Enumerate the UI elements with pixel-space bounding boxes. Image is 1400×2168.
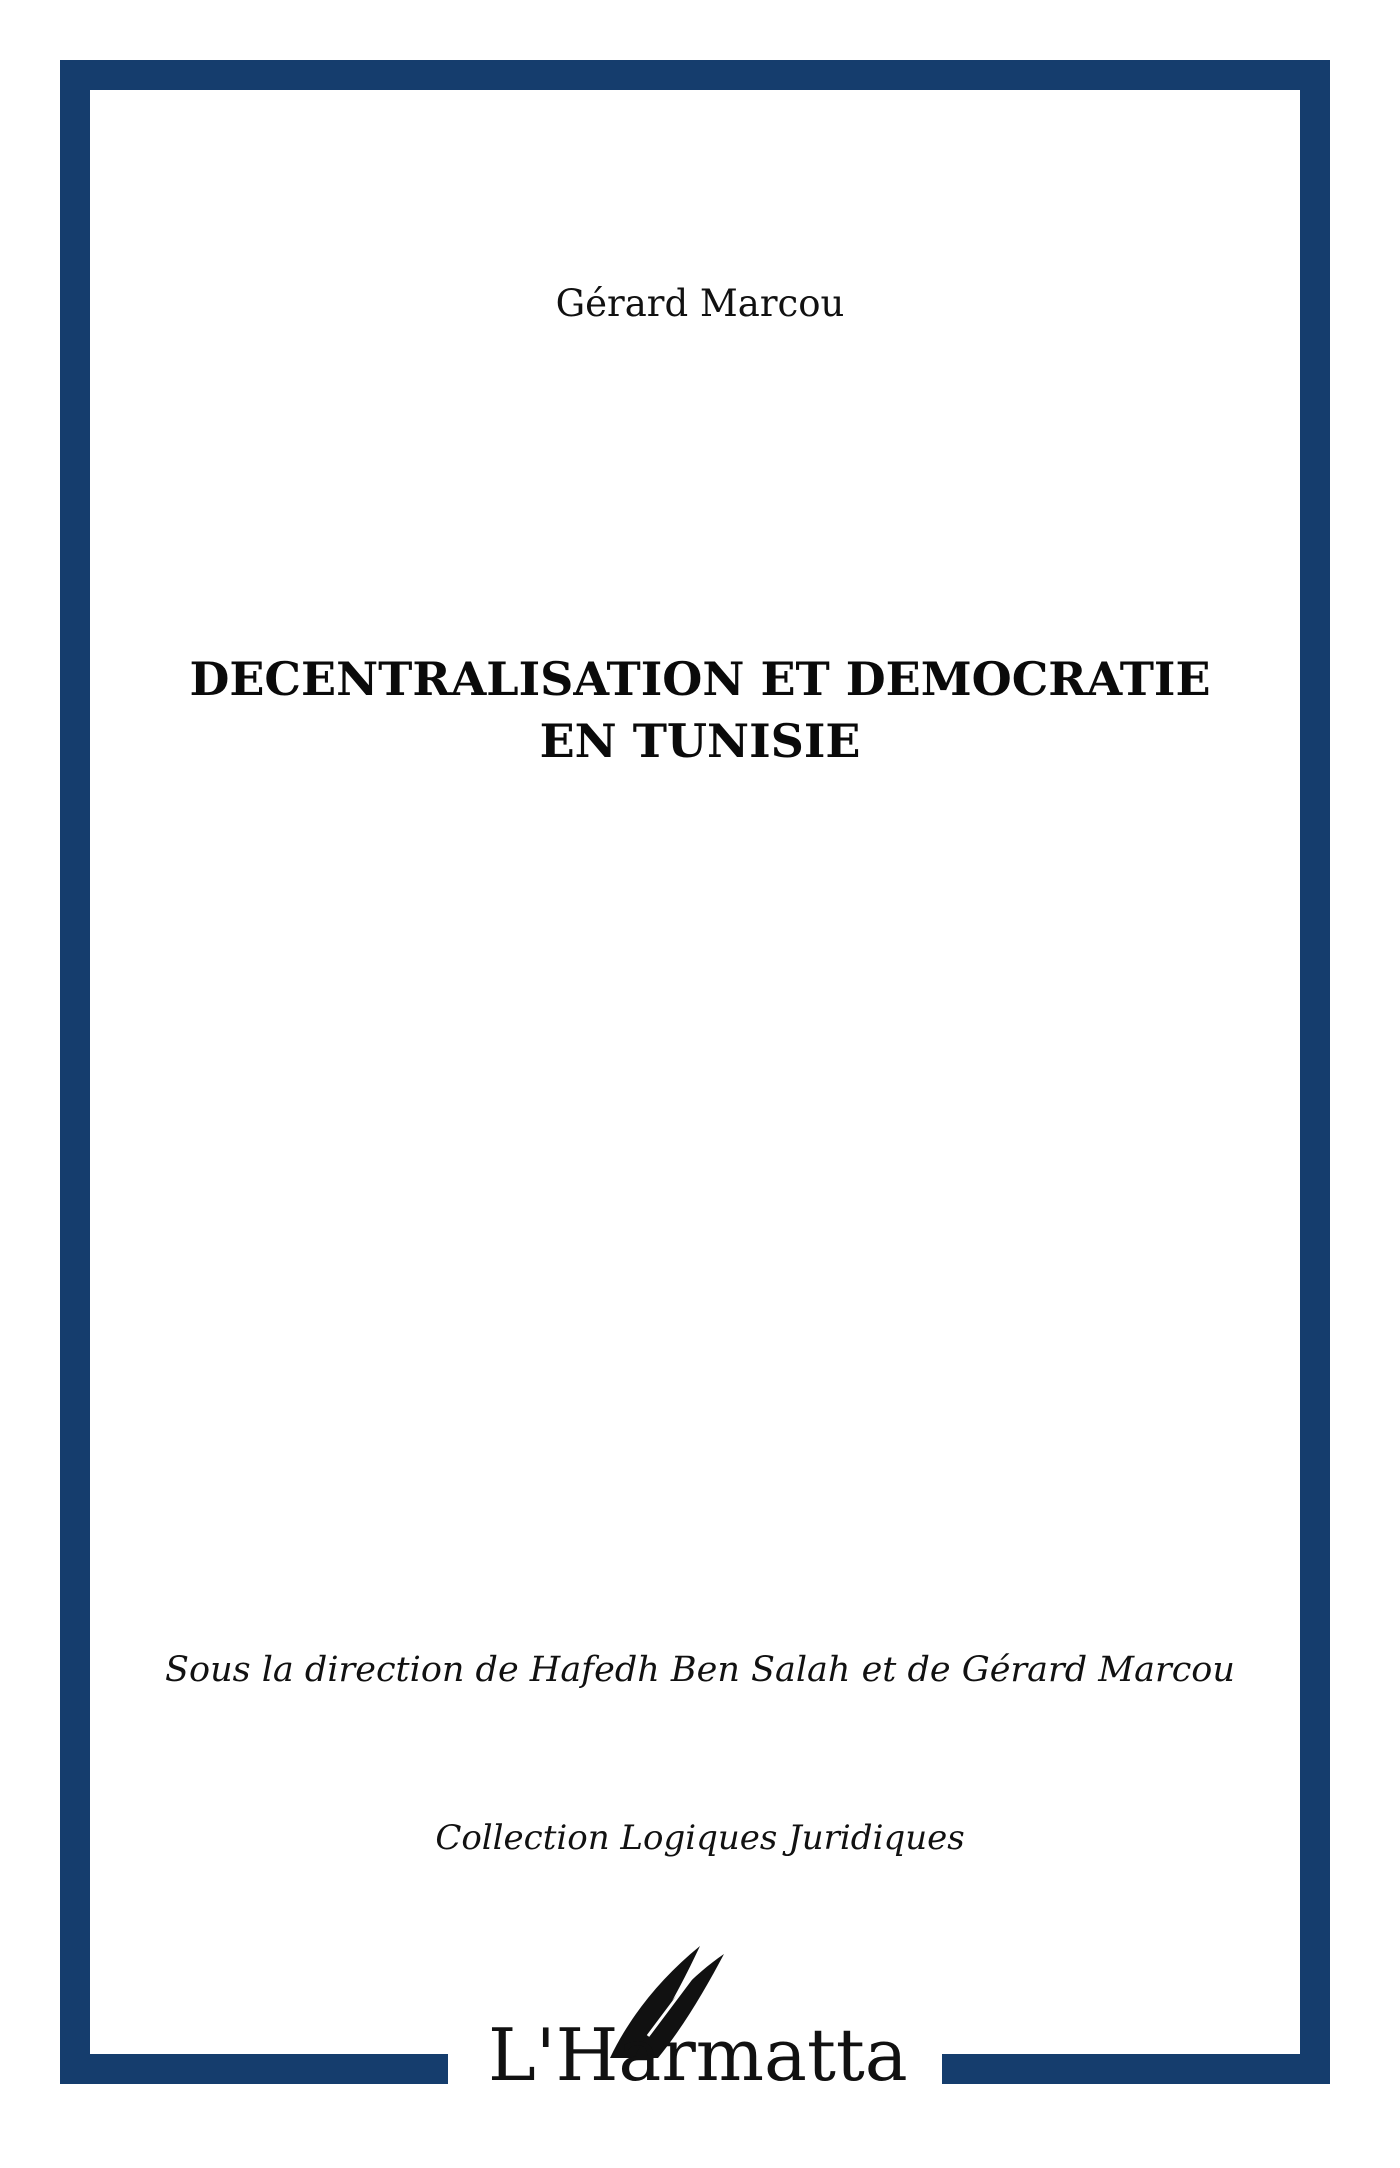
author-name: Gérard Marcou [555, 282, 845, 325]
publisher-name: L'Harmattan [488, 2013, 908, 2090]
cover-frame [60, 60, 1330, 2084]
book-title-line: DECENTRALISATION ET DEMOCRATIE [189, 652, 1211, 706]
editorial-direction: Sous la direction de Hafedh Ben Salah et de Gérard Marcou [165, 1650, 1235, 1690]
book-title-line: EN TUNISIE [539, 714, 861, 768]
publisher-logo [488, 1940, 908, 2090]
book-title [0, 648, 1400, 772]
collection-name: Collection Logiques Juridiques [435, 1818, 965, 1858]
